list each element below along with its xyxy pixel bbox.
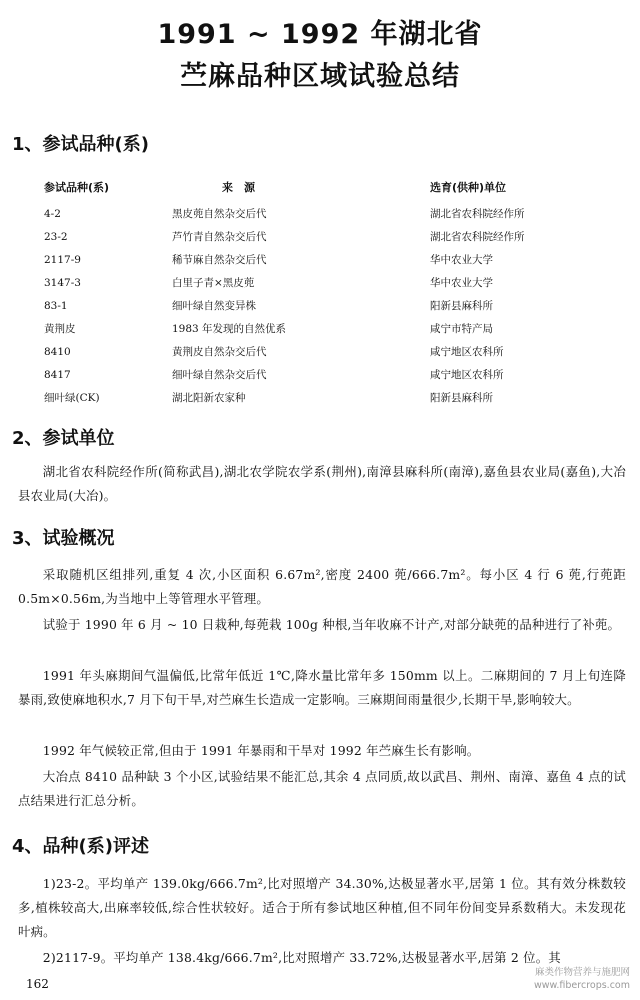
origin-cell: 黄荆皮自然杂交后代 <box>172 346 267 358</box>
variety-cell: 2117-9 <box>44 254 81 266</box>
title-line-2: 苎麻品种区域试验总结 <box>180 61 460 92</box>
unit-cell: 华中农业大学 <box>430 254 493 266</box>
origin-cell: 湖北阳新农家种 <box>172 392 246 404</box>
unit-cell: 咸宁市特产局 <box>430 323 493 335</box>
table-row <box>0 227 640 247</box>
watermark-url: www.fibercrops.com <box>533 980 630 991</box>
table-row <box>0 204 640 224</box>
variety-cell: 83-1 <box>44 300 68 312</box>
unit-cell: 阳新县麻科所 <box>430 392 493 404</box>
table-row <box>0 250 640 270</box>
variety-cell: 8410 <box>44 346 71 358</box>
variety-cell: 23-2 <box>44 231 68 243</box>
site-watermark <box>534 966 630 992</box>
origin-cell: 1983 年发现的自然优系 <box>172 323 287 335</box>
origin-cell: 细叶绿自然杂交后代 <box>172 369 267 381</box>
overview-paragraph: 试验于 1990 年 6 月 ~ 10 日栽种,每蔸栽 100g 种根,当年收麻不计产,对部分缺蔸的品种进行了补蔸。 <box>42 617 621 632</box>
page-number: 162 <box>26 977 49 991</box>
unit-cell: 湖北省农科院经作所 <box>430 208 525 220</box>
overview-paragraph: 1991 年头麻期间气温偏低,比常年低近 1℃,降水量比常年多 150mm 以上。二麻期间的 7 月上旬连降暴雨,致使麻地积水,7 月下旬干旱,对苎麻生长造成一定影响。三麻期间雨量很少,长期干旱,影响较大。 <box>18 668 626 707</box>
origin-cell: 芦竹青自然杂交后代 <box>172 231 267 243</box>
table-row <box>0 342 640 362</box>
variety-cell: 4-2 <box>44 208 61 220</box>
table-header-origin: 来 源 <box>222 181 255 194</box>
origin-cell: 黑皮蔸自然杂交后代 <box>172 208 267 220</box>
origin-cell: 白里子青×黑皮蔸 <box>172 277 255 289</box>
variety-cell: 8417 <box>44 369 71 381</box>
unit-cell: 华中农业大学 <box>430 277 493 289</box>
title-line-1: 1991 ~ 1992 年湖北省 <box>157 19 483 50</box>
table-row <box>0 388 640 408</box>
table-row <box>0 273 640 293</box>
table-row <box>0 296 640 316</box>
table-header-unit: 选育(供种)单位 <box>430 181 507 194</box>
origin-cell: 稀节麻自然杂交后代 <box>172 254 267 266</box>
section-heading-overview: 3、试验概况 <box>12 528 115 549</box>
table-header-variety: 参试品种(系) <box>44 181 110 194</box>
evaluation-paragraph: 1)23-2。平均单产 139.0kg/666.7m²,比对照增产 34.30%,达极显著水平,居第 1 位。其有效分株数较多,植株较高大,出麻率较低,综合性状较好。适合于所有参试地区种植,但不同年份间变异系数稍大。未发现花叶病。 <box>18 876 626 939</box>
section-heading-units: 2、参试单位 <box>12 428 115 449</box>
section-heading-evaluation: 4、品种(系)评述 <box>12 836 149 857</box>
table-row <box>0 365 640 385</box>
evaluation-paragraph: 2)2117-9。平均单产 138.4kg/666.7m²,比对照增产 33.72%,达极显著水平,居第 2 位。其 <box>42 950 561 965</box>
unit-cell: 湖北省农科院经作所 <box>430 231 525 243</box>
watermark-cn: 麻类作物营养与施肥网 <box>534 967 630 978</box>
unit-cell: 咸宁地区农科所 <box>430 369 504 381</box>
overview-paragraph: 1992 年气候较正常,但由于 1991 年暴雨和干旱对 1992 年苎麻生长有影响。 <box>42 743 480 758</box>
overview-paragraph: 大冶点 8410 品种缺 3 个小区,试验结果不能汇总,其余 4 点同质,故以武昌、荆州、南漳、嘉鱼 4 点的试点结果进行汇总分析。 <box>18 769 626 808</box>
variety-cell: 3147-3 <box>44 277 81 289</box>
variety-cell: 黄荆皮 <box>44 323 76 335</box>
units-paragraph: 湖北省农科院经作所(简称武昌),湖北农学院农学系(荆州),南漳县麻科所(南漳),嘉鱼县农业局(嘉鱼),大冶县农业局(大冶)。 <box>18 464 626 503</box>
overview-paragraph: 采取随机区组排列,重复 4 次,小区面积 6.67m²,密度 2400 蔸/666.7m²。每小区 4 行 6 蔸,行蔸距 0.5m×0.56m,为当地中上等管理水平管理。 <box>18 567 626 606</box>
unit-cell: 咸宁地区农科所 <box>430 346 504 358</box>
section-heading-varieties: 1、参试品种(系) <box>12 134 149 155</box>
unit-cell: 阳新县麻科所 <box>430 300 493 312</box>
table-header-row <box>0 178 640 198</box>
variety-cell: 细叶绿(CK) <box>44 392 100 404</box>
table-row <box>0 319 640 339</box>
origin-cell: 细叶绿自然变异株 <box>172 300 256 312</box>
